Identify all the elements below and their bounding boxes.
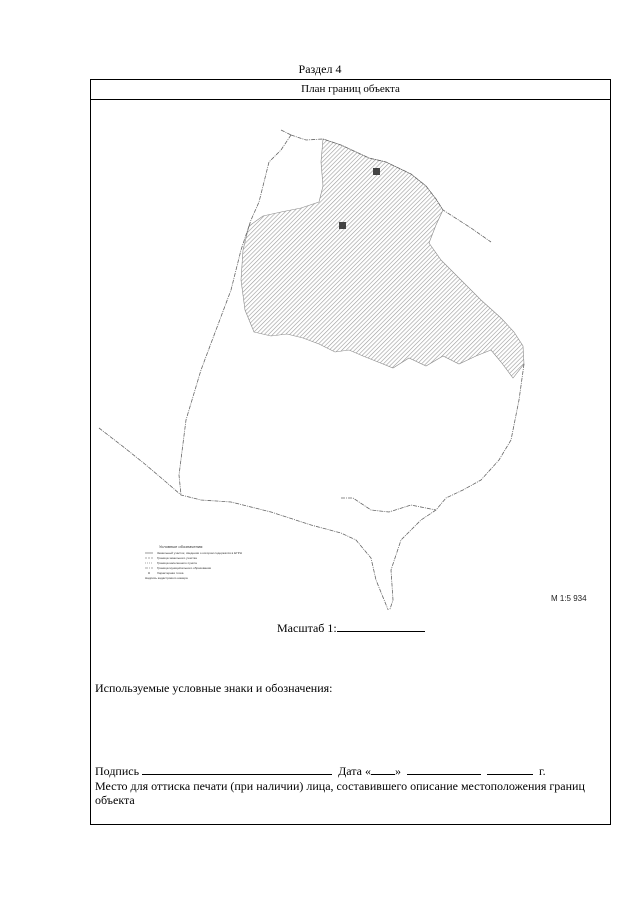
legend-title: Условные обозначения: [159,544,204,549]
date-label: Дата « [338,764,371,778]
date-day-line[interactable] [371,764,395,775]
legend-item: Характерная точка [157,571,184,575]
parcel-shaded-area [241,139,524,378]
parcel-boundary-line [99,428,389,610]
signature-line[interactable] [142,764,332,775]
scale-input-line[interactable] [337,621,425,632]
map-scale-label: М 1:5 934 [551,594,587,603]
parcel-boundary-line [179,226,249,495]
legend-item: Граница населенного пункта [157,561,197,565]
stamp-place-text: Место для оттиска печати (при наличии) лица, составившего описание местоположения границ объекта [95,779,585,807]
map-legend [145,544,242,580]
date-mid: » [395,764,401,778]
building-marker [339,222,346,229]
signature-label: Подпись [95,764,140,778]
date-year-line[interactable] [487,764,533,775]
parcel-boundary-line [341,498,436,512]
legend-item: Надпись кадастрового номера [145,576,188,580]
plan-header: План границ объекта [91,80,610,100]
year-suffix: г. [539,764,546,778]
legend-item: Граница муниципального образования [157,566,212,570]
legend-heading: Используемые условные знаки и обозначения: [95,681,333,695]
section-title: Раздел 4 [298,62,342,76]
scale-prefix: Масштаб 1: [277,621,337,635]
legend-item: Земельный участок, сведения о котором содержатся в ЕГРН [157,551,242,555]
building-marker [373,168,380,175]
date-month-line[interactable] [407,764,481,775]
boundary-plan-map [91,100,610,610]
scale-row [277,621,425,636]
form-frame [90,79,611,825]
parcel-boundary-line [281,130,291,135]
legend-item: Граница земельного участка [157,556,197,560]
parcel-boundary-line [389,364,524,610]
signature-row [95,764,546,779]
